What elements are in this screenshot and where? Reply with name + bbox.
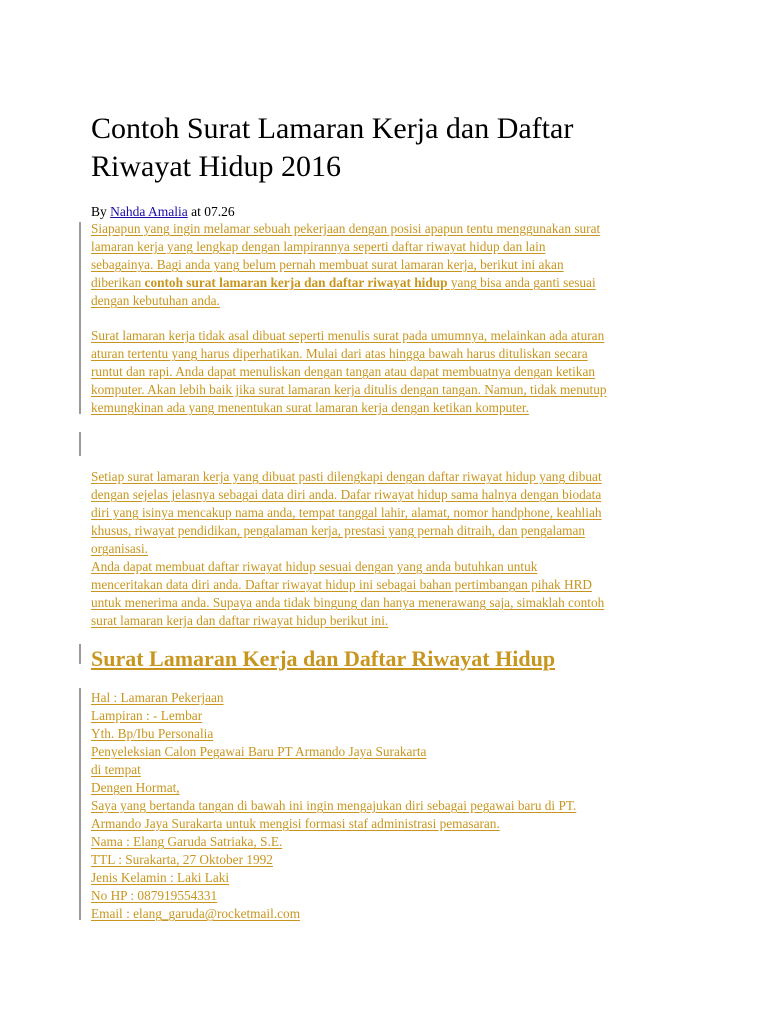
intro-keyword: contoh surat lamaran kerja dan daftar riwayat hidup — [144, 275, 448, 290]
paragraph-cv — [91, 468, 691, 630]
para2-line-4: komputer. Akan lebih baik jika surat lamaran kerja ditulis dengan tangan. Namun, tidak menutup — [91, 382, 607, 397]
byline — [91, 203, 235, 221]
quote-bar — [79, 222, 81, 414]
letter-line-hal: Hal : Lamaran Pekerjaan — [91, 690, 224, 705]
letter-line-lampiran: Lampiran : - Lembar — [91, 708, 203, 723]
letter-line-birth: TTL : Surakarta, 27 Oktober 1992 — [91, 852, 273, 867]
section-heading: Surat Lamaran Kerja dan Daftar Riwayat Hidup — [91, 646, 556, 671]
letter-line-statement-2: Armando Jaya Surakarta untuk mengisi formasi staf administrasi pemasaran. — [91, 816, 500, 831]
para2-line-1: Surat lamaran kerja tidak asal dibuat seperti menulis surat pada umumnya, melainkan ada aturan — [91, 328, 605, 343]
para3-line-7: menceritakan data diri anda. Daftar riwayat hidup ini sebagai bahan pertimbangan pihak HRD — [91, 577, 593, 592]
intro-line-5: dengan kebutuhan anda. — [91, 293, 220, 308]
post-time: 07.26 — [204, 204, 235, 219]
letter-line-phone: No HP : 087919554331 — [91, 888, 218, 903]
letter-line-statement-1: Saya yang bertanda tangan di bawah ini ingin mengajukan diri sebagai pegawai baru di PT. — [91, 798, 577, 813]
article-title-line-2: Riwayat Hidup 2016 — [91, 150, 341, 183]
quote-bar — [79, 688, 81, 920]
para3-line-2: dengan sejelas jelasnya sebagai data diri anda. Dafar riwayat hidup sama halnya dengan biodata — [91, 487, 602, 502]
letter-line-place: di tempat — [91, 762, 141, 777]
letter-line-greeting: Dengen Hormat, — [91, 780, 180, 795]
letter-line-company: Penyeleksian Calon Pegawai Baru PT Armando Jaya Surakarta — [91, 744, 427, 759]
para3-line-6: Anda dapat membuat daftar riwayat hidup sesuai dengan yang anda butuhkan untuk — [91, 559, 538, 574]
author-link[interactable]: Nahda Amalia — [110, 204, 188, 219]
para3-line-9: surat lamaran kerja dan daftar riwayat hidup berikut ini. — [91, 613, 389, 628]
intro-paragraph — [91, 220, 691, 310]
intro-line-4-prefix: diberikan — [91, 275, 145, 290]
para3-line-4: khusus, riwayat pendidikan, pengalaman kerja, prestasi yang pernah ditraih, dan pengalaman — [91, 523, 586, 538]
quote-bar — [79, 644, 81, 664]
letter-body — [91, 689, 691, 923]
para3-line-5: organisasi. — [91, 541, 148, 556]
para2-line-3: runtut dan rapi. Anda dapat menuliskan dengan tangan atau dapat membuatnya dengan ketikan — [91, 364, 596, 379]
article-title-line-1: Contoh Surat Lamaran Kerja dan Daftar — [91, 112, 574, 145]
intro-line-3: sebagainya. Bagi anda yang belum pernah membuat surat lamaran kerja, berikut ini akan — [91, 257, 564, 272]
article-title — [91, 110, 691, 186]
intro-line-2: lamaran kerja yang lengkap dengan lampirannya seperti daftar riwayat hidup dan lain — [91, 239, 546, 254]
intro-line-4 — [91, 274, 691, 292]
para3-line-8: untuk menerima anda. Supaya anda tidak bingung dan hanya menerawang saja, simaklah contoh — [91, 595, 605, 610]
quote-bar — [79, 432, 81, 456]
para3-line-3: diri yang isinya mencakup nama anda, tempat tanggal lahir, alamat, nomor handphone, keahliah — [91, 505, 602, 520]
para2-line-5: kemungkinan ada yang menentukan surat lamaran kerja dengan ketikan komputer. — [91, 400, 529, 415]
letter-line-gender: Jenis Kelamin : Laki Laki — [91, 870, 230, 885]
intro-line-4-suffix: yang bisa anda ganti sesuai — [447, 275, 596, 290]
paragraph-rules — [91, 327, 691, 417]
intro-line-1: Siapapun yang ingin melamar sebuah pekerjaan dengan posisi apapun tentu menggunakan surat — [91, 221, 601, 236]
byline-prefix: By — [91, 204, 107, 219]
letter-line-name: Nama : Elang Garuda Satriaka, S.E. — [91, 834, 283, 849]
para3-line-1: Setiap surat lamaran kerja yang dibuat pasti dilengkapi dengan daftar riwayat hidup yang dibuat — [91, 469, 602, 484]
letter-line-recipient: Yth. Bp/Ibu Personalia — [91, 726, 214, 741]
para2-line-2: aturan tertentu yang harus diperhatikan. Mulai dari atas hingga bawah harus dituliskan secara — [91, 346, 588, 361]
byline-time-prefix: at — [191, 204, 201, 219]
letter-line-email: Email : elang_garuda@rocketmail.com — [91, 906, 301, 921]
